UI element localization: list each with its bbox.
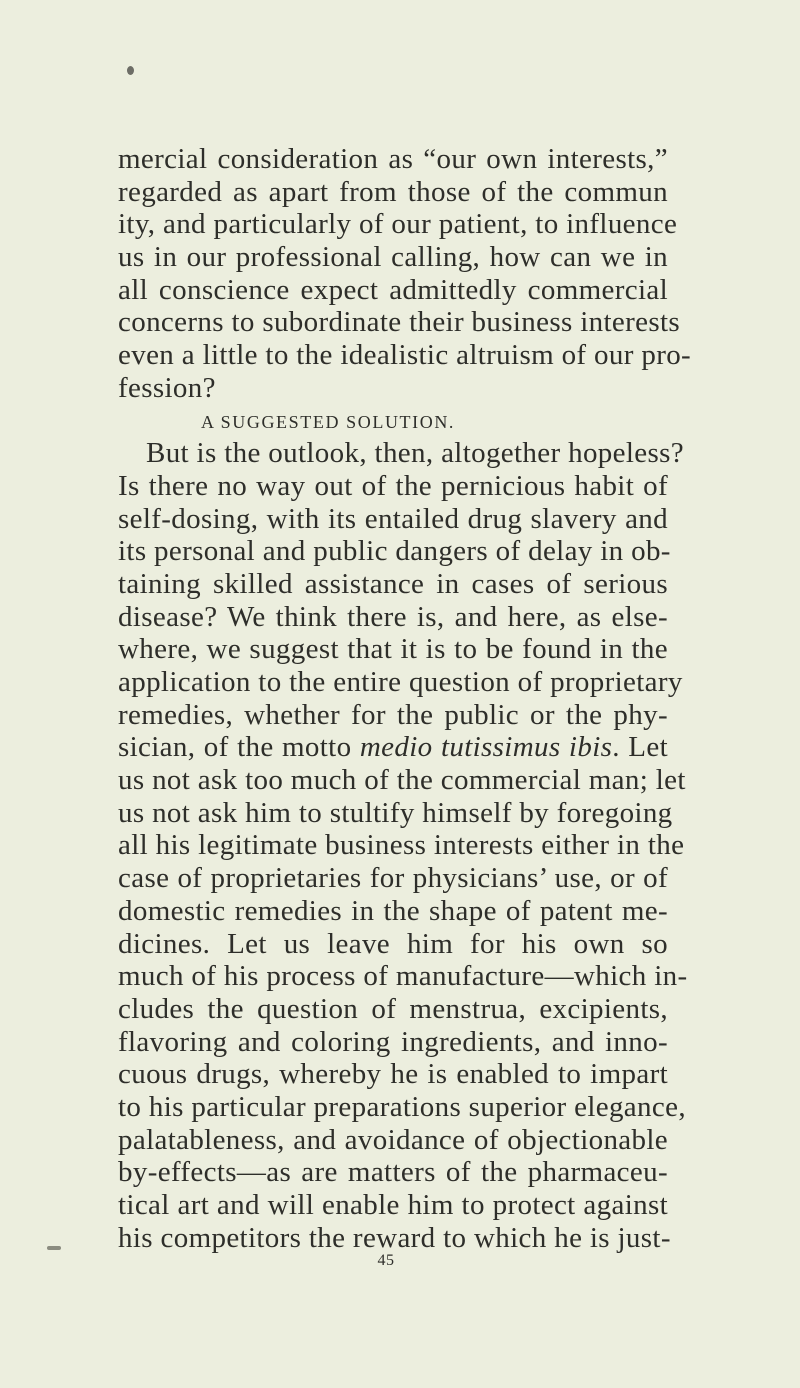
text-line: fession?	[118, 371, 216, 404]
text-line: us not ask him to stultify himself by foregoing	[118, 796, 673, 829]
text-line: by-effects—as are matters of the pharmaceu-	[118, 1156, 668, 1189]
section-heading: A SUGGESTED SOLUTION.	[200, 411, 456, 432]
text-line: ity, and particularly of our patient, to influence	[118, 208, 678, 241]
text-line: us in our professional calling, how can we in	[118, 241, 668, 274]
text-line: domestic remedies in the shape of patent me-	[118, 894, 668, 927]
text-line: taining skilled assistance in cases of serious	[118, 567, 668, 600]
text-line: dicines. Let us leave him for his own so	[118, 927, 668, 960]
text-line: even a little to the idealistic altruism of our pro-	[118, 339, 692, 372]
text-line: But is the outlook, then, altogether hopeless?	[146, 437, 685, 470]
margin-mark	[47, 1246, 61, 1250]
text-line: flavoring and coloring ingredients, and inno-	[118, 1025, 668, 1058]
text-line: self-dosing, with its entailed drug slavery and	[118, 502, 668, 535]
text-line: us not ask too much of the commercial man; let	[118, 764, 686, 797]
text-line: cludes the question of menstrua, excipients,	[118, 992, 668, 1025]
text-line: palatableness, and avoidance of objectionable	[118, 1123, 668, 1156]
text-line: remedies, whether for the public or the phy-	[118, 698, 668, 731]
text-line: mercial consideration as “our own interests,”	[118, 143, 668, 175]
text-line: all his legitimate business interests either in the	[118, 829, 685, 862]
text-line: all conscience expect admittedly commercial	[118, 273, 668, 306]
page-number: 45	[377, 1252, 395, 1269]
motto-line	[118, 731, 668, 764]
text-line: concerns to subordinate their business interests	[118, 306, 681, 339]
latin-motto: medio tutissimus ibis	[359, 731, 613, 764]
text-line: regarded as apart from those of the commun	[118, 175, 668, 208]
text-line: his competitors the reward to which he is just-	[118, 1221, 671, 1254]
ink-speck	[127, 66, 134, 75]
text-line: Is there no way out of the pernicious habit of	[118, 469, 668, 502]
text-line: cuous drugs, whereby he is enabled to impart	[118, 1058, 668, 1091]
text-line: disease? We think there is, and here, as else-	[118, 600, 668, 633]
text-line: much of his process of manufacture—which in-	[118, 960, 688, 993]
body-text	[118, 143, 692, 1254]
text-line: case of proprietaries for physicians’ use, or of	[118, 862, 668, 895]
text-line: to his particular preparations superior elegance,	[118, 1090, 686, 1123]
text-line: application to the entire question of proprietary	[118, 666, 683, 698]
text-line: tical art and will enable him to protect against	[118, 1189, 668, 1221]
text-line: its personal and public dangers of delay in ob-	[118, 535, 671, 568]
text-line: where, we suggest that it is to be found in the	[118, 633, 668, 666]
motto-line-before: sician, of the motto	[118, 731, 360, 764]
motto-line-after: . Let	[612, 731, 668, 764]
